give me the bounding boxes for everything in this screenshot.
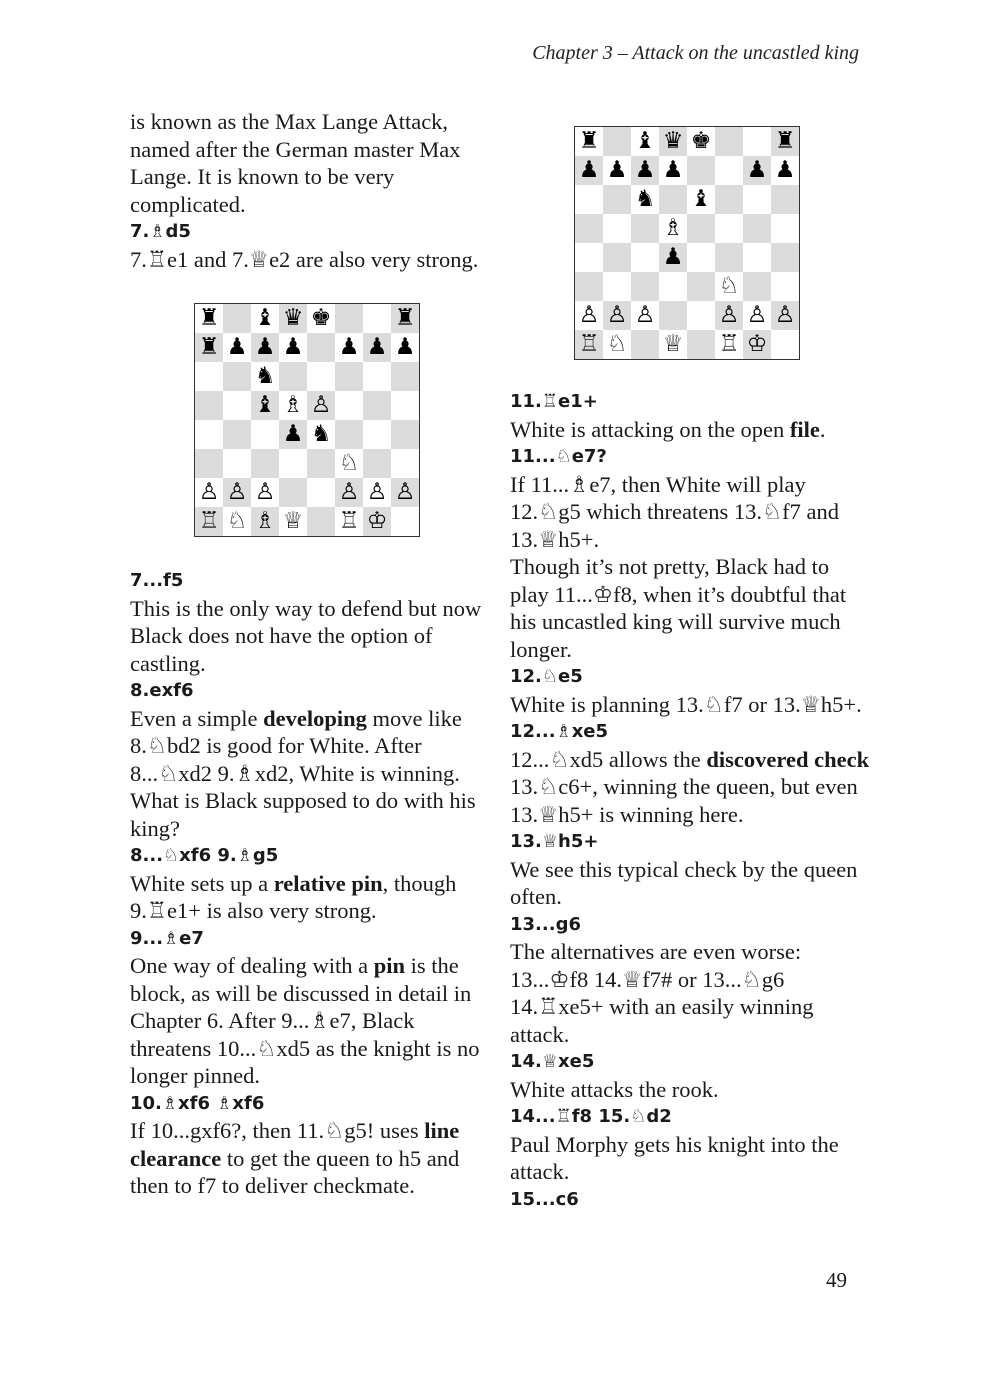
board-square xyxy=(687,214,715,243)
board-square xyxy=(631,243,659,272)
move-heading: 7...f5 xyxy=(130,570,184,591)
chess-piece: ♙ xyxy=(363,478,391,507)
chess-piece: ♞ xyxy=(307,420,335,449)
move-heading: 8...♘xf6 9.♗g5 xyxy=(130,845,279,866)
board-square xyxy=(631,272,659,301)
move-heading: 12.♘e5 xyxy=(510,666,583,687)
chess-piece: ♟ xyxy=(631,156,659,185)
key-term: discovered check xyxy=(706,746,870,772)
text-run: White sets up a xyxy=(130,870,274,896)
chess-piece: ♝ xyxy=(251,304,279,333)
board-square xyxy=(659,272,687,301)
chess-piece: ♟ xyxy=(363,333,391,362)
board-square xyxy=(743,272,771,301)
text-run: . xyxy=(819,416,826,442)
board-square xyxy=(307,507,335,536)
board-square xyxy=(363,362,391,391)
chess-piece: ♞ xyxy=(251,362,279,391)
text-run: 12...♘xd5 allows the xyxy=(510,746,707,772)
chess-piece: ♕ xyxy=(279,507,307,536)
paragraph xyxy=(510,746,870,829)
board-square xyxy=(279,478,307,507)
board-square xyxy=(251,420,279,449)
board-square xyxy=(335,420,363,449)
board-square xyxy=(715,127,743,156)
board-square xyxy=(687,156,715,185)
board-square xyxy=(659,301,687,330)
chess-piece: ♟ xyxy=(391,333,419,362)
move-heading: 12...♗xe5 xyxy=(510,721,609,742)
board-square xyxy=(575,185,603,214)
chess-piece: ♕ xyxy=(659,330,687,359)
board-square xyxy=(391,362,419,391)
chess-piece: ♞ xyxy=(631,185,659,214)
board-square xyxy=(575,214,603,243)
paragraph: is known as the Max Lange Attack, named after the German master Max Lange. It is known to be very complicated. xyxy=(130,109,461,217)
board-square xyxy=(631,330,659,359)
text-run: to get the queen to h5 and then to f7 to deliver checkmate. xyxy=(130,1145,460,1198)
chess-piece: ♟ xyxy=(335,333,363,362)
text-run: , though 9.♖e1+ is also very strong. xyxy=(130,870,457,923)
board-square xyxy=(195,420,223,449)
chess-piece: ♗ xyxy=(251,507,279,536)
chess-piece: ♖ xyxy=(715,330,743,359)
board-square xyxy=(771,272,799,301)
board-square xyxy=(223,391,251,420)
text-run: 13.♘c6+, winning the queen, but even 13.♕h5+ is winning here. xyxy=(510,774,858,827)
chess-piece: ♟ xyxy=(223,333,251,362)
chess-piece: ♝ xyxy=(631,127,659,156)
chess-piece: ♚ xyxy=(687,127,715,156)
page-number: 49 xyxy=(826,1268,847,1292)
chess-piece: ♟ xyxy=(279,420,307,449)
text-run: is the block, as will be discussed in detail in Chapter 6. After 9...♗e7, Black threatens 10...♘xd5 as the knight is no longer pinned. xyxy=(130,953,480,1088)
move-heading: 13.♕h5+ xyxy=(510,831,599,852)
board-square xyxy=(631,214,659,243)
board-square xyxy=(603,127,631,156)
board-square xyxy=(223,420,251,449)
board-square xyxy=(195,362,223,391)
chess-piece: ♙ xyxy=(195,478,223,507)
paragraph xyxy=(510,416,870,444)
paragraph: White attacks the rook. xyxy=(510,1076,719,1102)
board-square xyxy=(335,362,363,391)
board-square xyxy=(687,330,715,359)
paragraph: Paul Morphy gets his knight into the attack. xyxy=(510,1131,839,1184)
chess-piece: ♟ xyxy=(659,156,687,185)
key-term: file xyxy=(789,416,820,442)
chess-piece: ♙ xyxy=(715,301,743,330)
right-column xyxy=(510,126,870,1213)
chess-piece: ♟ xyxy=(659,243,687,272)
board-square xyxy=(279,449,307,478)
board-square xyxy=(771,185,799,214)
text-run: Even a simple xyxy=(130,705,264,731)
paragraph: The alternatives are even worse: 13...♔f8 14.♕f7# or 13...♘g6 14.♖xe5+ with an easily winning attack. xyxy=(510,939,814,1047)
chess-piece: ♙ xyxy=(223,478,251,507)
chess-piece: ♛ xyxy=(659,127,687,156)
text-run: One way of dealing with a xyxy=(130,953,374,978)
key-term: pin xyxy=(373,953,405,978)
chess-piece: ♖ xyxy=(575,330,603,359)
chess-piece: ♜ xyxy=(195,333,223,362)
move-heading: 13...g6 xyxy=(510,913,581,935)
chess-piece: ♜ xyxy=(771,127,799,156)
chess-piece: ♙ xyxy=(391,478,419,507)
paragraph: If 11...♗e7, then White will play 12.♘g5 which threatens 13.♘f7 and 13.♕h5+. xyxy=(510,471,840,552)
paragraph xyxy=(130,952,490,1090)
paragraph: White is planning 13.♘f7 or 13.♕h5+. xyxy=(510,691,862,717)
chess-piece: ♘ xyxy=(335,449,363,478)
board-square xyxy=(743,214,771,243)
board-square xyxy=(575,243,603,272)
chess-piece: ♟ xyxy=(771,156,799,185)
board-square xyxy=(335,304,363,333)
board-square xyxy=(223,449,251,478)
board-square xyxy=(603,185,631,214)
board-square xyxy=(391,449,419,478)
board-square xyxy=(335,391,363,420)
chess-piece: ♙ xyxy=(603,301,631,330)
move-heading: 11...♘e7? xyxy=(510,446,607,467)
running-header: Chapter 3 – Attack on the uncastled king xyxy=(532,42,859,64)
chess-piece: ♔ xyxy=(363,507,391,536)
chess-piece: ♜ xyxy=(391,304,419,333)
board-square xyxy=(687,272,715,301)
board-square xyxy=(307,478,335,507)
chess-piece: ♝ xyxy=(687,185,715,214)
move-heading: 10.♗xf6 ♗xf6 xyxy=(130,1092,265,1114)
board-square xyxy=(771,243,799,272)
board-square xyxy=(687,301,715,330)
board-square xyxy=(307,449,335,478)
board-square xyxy=(771,214,799,243)
chess-piece: ♙ xyxy=(307,391,335,420)
paragraph xyxy=(130,1117,490,1200)
text-run: White is attacking on the open xyxy=(510,416,790,442)
move-heading: 7.♗d5 xyxy=(130,221,191,242)
board-square xyxy=(195,449,223,478)
chess-diagram-1 xyxy=(194,303,420,537)
chess-piece: ♘ xyxy=(715,272,743,301)
chess-piece: ♖ xyxy=(195,507,223,536)
paragraph xyxy=(130,870,490,925)
move-heading: 9...♗e7 xyxy=(130,927,204,949)
chess-diagram-2 xyxy=(574,126,800,360)
board-square xyxy=(363,449,391,478)
board-square xyxy=(251,449,279,478)
chess-piece: ♟ xyxy=(575,156,603,185)
move-heading: 15...c6 xyxy=(510,1188,579,1210)
chess-piece: ♙ xyxy=(631,301,659,330)
paragraph: Though it’s not pretty, Black had to play 11...♔f8, when it’s doubtful that his uncastled king will survive much longer. xyxy=(510,554,847,662)
board-square xyxy=(307,333,335,362)
chess-piece: ♝ xyxy=(251,391,279,420)
board-square xyxy=(223,304,251,333)
chess-piece: ♔ xyxy=(743,330,771,359)
chess-piece: ♖ xyxy=(335,507,363,536)
key-term: line clearance xyxy=(130,1118,460,1171)
chess-piece: ♙ xyxy=(575,301,603,330)
board-square xyxy=(603,214,631,243)
key-term: developing xyxy=(263,705,367,731)
board-square xyxy=(391,420,419,449)
chess-piece: ♟ xyxy=(743,156,771,185)
board-square xyxy=(391,507,419,536)
chess-piece: ♟ xyxy=(603,156,631,185)
paragraph: 7.♖e1 and 7.♕e2 are also very strong. xyxy=(130,246,479,272)
board-square xyxy=(743,243,771,272)
board-square xyxy=(603,243,631,272)
chess-piece: ♘ xyxy=(603,330,631,359)
chess-piece: ♘ xyxy=(223,507,251,536)
chess-piece: ♗ xyxy=(659,214,687,243)
board-square xyxy=(743,185,771,214)
board-square xyxy=(715,243,743,272)
move-heading: 11.♖e1+ xyxy=(510,391,598,412)
paragraph: We see this typical check by the queen often. xyxy=(510,856,858,909)
board-square xyxy=(575,272,603,301)
board-square xyxy=(391,391,419,420)
left-column xyxy=(130,108,490,1200)
board-square xyxy=(307,362,335,391)
text-run: If 10...gxf6?, then 11.♘g5! uses xyxy=(130,1118,425,1143)
chess-piece: ♟ xyxy=(279,333,307,362)
chess-piece: ♗ xyxy=(279,391,307,420)
board-square xyxy=(659,185,687,214)
chess-piece: ♜ xyxy=(575,127,603,156)
paragraph: This is the only way to defend but now Black does not have the option of castling. xyxy=(130,595,482,676)
text-run: move like 8.♘bd2 is good for White. After 8...♘xd2 9.♗xd2, White is winning. What is Black supposed to do with his king? xyxy=(130,705,476,841)
chess-piece: ♙ xyxy=(335,478,363,507)
move-heading: 14...♖f8 15.♘d2 xyxy=(510,1106,672,1127)
board-square xyxy=(743,127,771,156)
paragraph xyxy=(130,705,490,843)
chess-piece: ♙ xyxy=(251,478,279,507)
board-square xyxy=(363,391,391,420)
key-term: relative pin xyxy=(273,870,383,896)
chess-piece: ♛ xyxy=(279,304,307,333)
move-heading: 14.♕xe5 xyxy=(510,1051,595,1072)
board-square xyxy=(279,362,307,391)
board-square xyxy=(715,214,743,243)
board-square xyxy=(715,156,743,185)
board-square xyxy=(363,304,391,333)
board-square xyxy=(363,420,391,449)
board-square xyxy=(715,185,743,214)
board-square xyxy=(223,362,251,391)
board-square xyxy=(195,391,223,420)
board-square xyxy=(687,243,715,272)
chess-piece: ♙ xyxy=(743,301,771,330)
board-square xyxy=(603,272,631,301)
board-square xyxy=(771,330,799,359)
chess-piece: ♙ xyxy=(771,301,799,330)
chess-piece: ♜ xyxy=(195,304,223,333)
chess-piece: ♟ xyxy=(251,333,279,362)
move-heading: 8.exf6 xyxy=(130,680,194,701)
chess-piece: ♚ xyxy=(307,304,335,333)
